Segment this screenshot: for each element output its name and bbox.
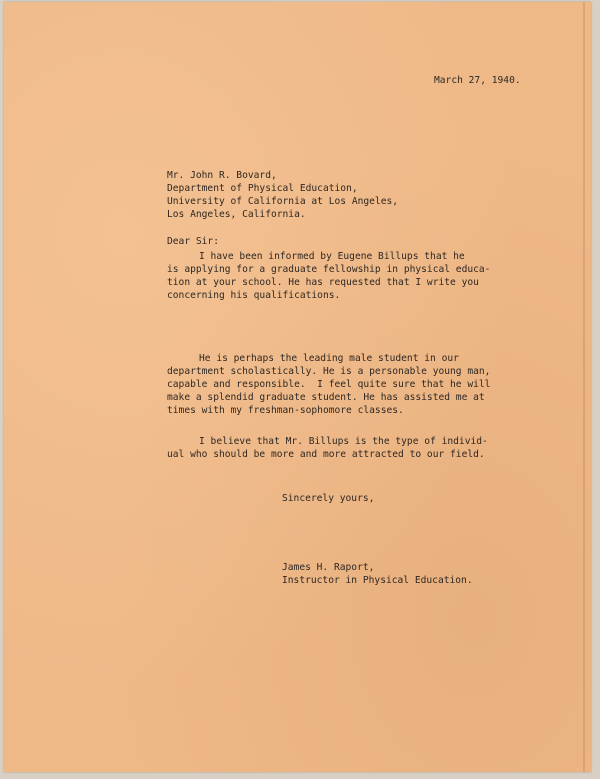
closing: Sincerely yours,	[282, 493, 375, 504]
paragraph-line: He is perhaps the leading male student in our	[199, 353, 459, 364]
paragraph-line: make a splendid graduate student. He has assisted me at	[167, 392, 485, 403]
paragraph-line: tion at your school. He has requested that I write you	[167, 277, 479, 288]
paragraph-line: capable and responsible. I feel quite sure that he will	[167, 379, 491, 390]
recipient-line: Mr. John R. Bovard,	[167, 170, 277, 181]
signature-title: Instructor in Physical Education.	[282, 575, 473, 586]
paragraph-line: concerning his qualifications.	[167, 290, 341, 301]
recipient-line: Los Angeles, California.	[167, 209, 306, 220]
paragraph-line: is applying for a graduate fellowship in physical educa-	[167, 264, 491, 275]
paragraph-line: I have been informed by Eugene Billups that he	[199, 251, 465, 262]
salutation: Dear Sir:	[167, 236, 219, 247]
paragraph-line: department scholastically. He is a personable young man,	[167, 366, 491, 377]
recipient-line: Department of Physical Education,	[167, 183, 358, 194]
paper-edge	[583, 2, 585, 772]
recipient-line: University of California at Los Angeles,	[167, 196, 399, 207]
signature-name: James H. Raport,	[282, 562, 375, 573]
paragraph-line: I believe that Mr. Billups is the type of individ-	[199, 436, 488, 447]
paragraph-line: ual who should be more and more attracted to our field.	[167, 449, 485, 460]
paragraph-line: times with my freshman-sophomore classes.	[167, 405, 404, 416]
letter-date: March 27, 1940.	[434, 75, 521, 86]
